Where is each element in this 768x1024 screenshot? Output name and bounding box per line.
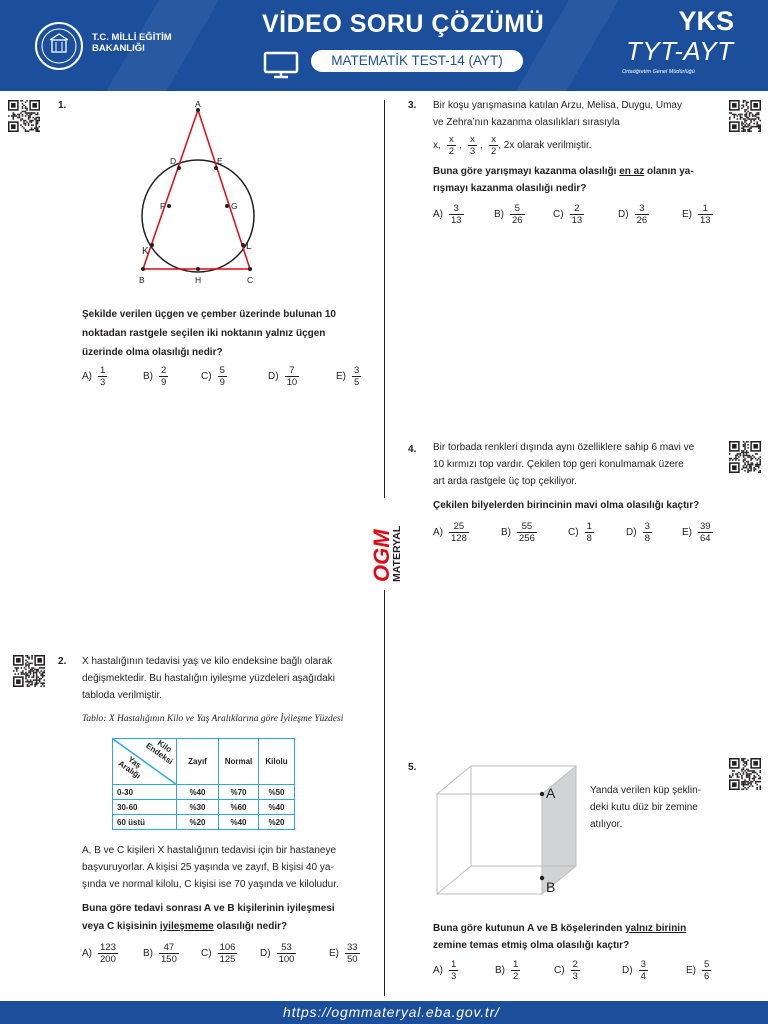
fraction-numerator: 25 (453, 521, 465, 532)
fraction-numerator: 2 (574, 203, 580, 214)
separator: , (459, 140, 462, 151)
fraction-denominator: 100 (278, 954, 295, 965)
option-fraction (218, 942, 238, 965)
cube-figure (432, 762, 582, 898)
text-span: veya C kişisinin (82, 921, 160, 932)
text-line (433, 163, 716, 180)
option-letter: E) (682, 527, 692, 538)
option-fraction (698, 521, 713, 544)
option-letter: B) (501, 527, 511, 538)
table-cell: %40 (259, 800, 295, 815)
table-cell: %20 (259, 815, 295, 830)
column-divider (384, 100, 385, 498)
question-text (82, 653, 365, 704)
triangle-circle-figure (130, 98, 270, 293)
text-line: şında ve normal kilolu, C kişisi ise 70 yaşında ve kiloludur. (82, 879, 339, 890)
text-line: Buna göre tedavi sonrası A ve B kişilerinin iyileşmesi (82, 903, 335, 914)
fraction-numerator: 3 (453, 203, 459, 214)
ministry-line: T.C. MİLLİ EĞİTİM (92, 32, 172, 43)
fraction-numerator: 2 (161, 365, 167, 376)
table-cell: %70 (219, 785, 259, 800)
text-line: A, B ve C kişileri X hastalığının tedavisi için bir hastaneye (82, 845, 337, 856)
fraction-numerator: 1 (513, 959, 519, 970)
qr-code-q5[interactable] (729, 758, 761, 790)
table-header-row (113, 739, 295, 785)
option-fraction (449, 203, 464, 226)
exam-name: YKS (678, 6, 734, 36)
point-label-a: A (195, 99, 201, 109)
option-letter: E) (686, 965, 696, 976)
option-fraction (449, 959, 458, 982)
fraction-numerator: 47 (163, 942, 175, 953)
option-b[interactable] (495, 959, 520, 982)
option-b[interactable] (143, 365, 168, 388)
option-fraction (517, 521, 537, 544)
fraction-denominator: 2 (448, 146, 455, 157)
option-a[interactable] (82, 942, 118, 965)
table-cell: %40 (177, 785, 219, 800)
option-fraction (702, 959, 711, 982)
fraction-numerator: 3 (644, 521, 650, 532)
fraction-denominator: 64 (700, 533, 711, 544)
option-e[interactable] (686, 959, 711, 982)
option-d[interactable] (626, 521, 652, 544)
fraction-denominator: 6 (704, 971, 710, 982)
option-letter: A) (433, 527, 443, 538)
ogm-text: OGM (369, 529, 394, 582)
qr-code-q3[interactable] (729, 100, 761, 132)
fraction-denominator: 125 (219, 954, 236, 965)
fraction-denominator: 3 (451, 971, 457, 982)
option-d[interactable] (622, 959, 648, 982)
option-c[interactable] (568, 521, 594, 544)
option-fraction (585, 521, 594, 544)
exam-type: TYT-AYT (626, 36, 734, 66)
option-a[interactable] (433, 959, 458, 982)
text-span: olanın ya- (644, 166, 694, 177)
table-corner-cell (113, 739, 177, 785)
table-cell: %20 (177, 815, 219, 830)
column-divider (384, 590, 385, 996)
qr-code-q2[interactable] (13, 655, 45, 687)
text-line: atılıyor. (590, 819, 623, 830)
fraction-numerator: 3 (639, 203, 645, 214)
option-c[interactable] (554, 959, 580, 982)
option-fraction (345, 942, 360, 965)
monitor-icon (263, 51, 299, 84)
fraction-denominator: 150 (161, 954, 177, 965)
fraction-denominator: 2 (513, 971, 519, 982)
fraction-numerator: 53 (281, 942, 292, 953)
ministry-line: BAKANLIĞI (92, 43, 145, 54)
underlined-word: yalnız birinin (625, 923, 687, 934)
text-span: Buna göre kutunun A ve B köşelerinden (433, 923, 626, 934)
fraction-numerator: 3 (354, 365, 360, 376)
option-letter: B) (143, 948, 153, 959)
option-letter: E) (682, 209, 692, 220)
fraction-denominator: 3 (100, 377, 106, 388)
option-fraction (639, 959, 648, 982)
option-letter: D) (622, 965, 633, 976)
probability-list (433, 134, 592, 157)
option-letter: D) (626, 527, 637, 538)
option-d[interactable] (618, 203, 649, 226)
option-letter: B) (494, 209, 504, 220)
text-line: üzerinde olma olasılığı nedir? (82, 347, 223, 358)
column-header: Normal (219, 739, 259, 785)
text-line: noktadan rastgele seçilen iki noktanın yalnız üçgen (82, 328, 326, 339)
fraction-denominator: 256 (519, 533, 535, 544)
point-label-e: E (217, 156, 223, 166)
option-e[interactable] (329, 942, 360, 965)
option-letter: B) (143, 371, 153, 382)
qr-code-q1[interactable] (8, 100, 40, 132)
point-label-h: H (195, 275, 202, 285)
table-row (113, 785, 295, 800)
option-letter: C) (568, 527, 579, 538)
text-line: Bir torbada renkleri dışında aynı özelliklere sahip 6 mavi ve (433, 442, 695, 453)
footer-url-link[interactable]: https://ogmmateryal.eba.gov.tr/ (283, 1004, 500, 1020)
row-header: 60 üstü (113, 815, 177, 830)
fraction-numerator: 1 (702, 203, 708, 214)
yas-araligi-label: Yaş Aralığı (116, 754, 143, 781)
table-row (113, 800, 295, 815)
fraction-denominator: 9 (161, 377, 167, 388)
question-text (82, 842, 365, 893)
materyal-text: MATERYAL (391, 525, 403, 582)
option-a[interactable] (82, 365, 107, 388)
directorate-name: Ortaöğretim Genel Müdürlüğü (622, 69, 695, 75)
option-c[interactable] (201, 942, 237, 965)
question-number: 2. (58, 656, 67, 667)
question-number: 5. (408, 762, 417, 773)
text-line: Şekilde verilen üçgen ve çember üzerinde bulunan 10 (82, 309, 336, 320)
text-span: , 2x olarak verilmiştir. (498, 140, 592, 151)
question-text (433, 439, 716, 490)
table-cell: %50 (259, 785, 295, 800)
column-header: Zayıf (177, 739, 219, 785)
page-footer (0, 1001, 768, 1024)
table-cell: %40 (219, 815, 259, 830)
fraction-numerator: 1 (451, 959, 457, 970)
vertex-label-a: A (546, 785, 556, 801)
option-fraction (643, 521, 652, 544)
point-label-f: F (160, 201, 166, 211)
option-letter: A) (82, 371, 92, 382)
table-row (113, 815, 295, 830)
test-name-badge: MATEMATİK TEST-14 (AYT) (311, 50, 523, 72)
option-d[interactable] (268, 365, 299, 388)
fraction-numerator: 7 (289, 365, 295, 376)
option-letter: D) (268, 371, 279, 382)
point-label-g: G (231, 201, 238, 211)
option-letter: E) (336, 371, 346, 382)
qr-code-q4[interactable] (729, 441, 761, 473)
option-b[interactable] (494, 203, 525, 226)
option-letter: D) (260, 948, 271, 959)
option-letter: C) (201, 948, 212, 959)
question-text (82, 306, 365, 361)
question-number: 3. (408, 100, 417, 111)
fraction-numerator: 2 (572, 959, 578, 970)
option-e[interactable] (682, 521, 713, 544)
fraction-denominator: 26 (512, 215, 523, 226)
option-fraction (571, 959, 580, 982)
table-cell: %60 (219, 800, 259, 815)
fraction-denominator: 8 (586, 533, 592, 544)
fraction-numerator: 106 (219, 942, 236, 953)
option-fraction (570, 203, 585, 226)
option-letter: A) (433, 209, 443, 220)
fraction-denominator: 9 (219, 377, 225, 388)
underlined-word: iyileşmeme (159, 921, 214, 932)
option-e[interactable] (682, 203, 713, 226)
fraction-denominator: 13 (700, 215, 711, 226)
table-cell: %30 (177, 800, 219, 815)
point-label-b: B (139, 275, 145, 285)
option-b[interactable] (501, 521, 537, 544)
option-letter: D) (618, 209, 629, 220)
option-letter: C) (201, 371, 212, 382)
fraction-numerator: 5 (704, 959, 710, 970)
fraction-numerator: 55 (521, 521, 533, 532)
fraction-denominator: 2 (490, 146, 497, 157)
text-line (82, 918, 365, 936)
fraction-numerator: 1 (100, 365, 106, 376)
fraction-denominator: 3 (572, 971, 578, 982)
fraction-denominator: 50 (347, 954, 358, 965)
text-line: zemine temas etmiş olma olasılığı kaçtır? (433, 940, 630, 951)
text-line: rışmayı kazanma olasılığı nedir? (433, 183, 587, 194)
option-fraction (352, 365, 361, 388)
question-text (590, 782, 730, 833)
row-header: 30-60 (113, 800, 177, 815)
text-span: olasılığı nedir? (213, 921, 288, 932)
option-fraction (277, 942, 297, 965)
fraction-denominator: 5 (354, 377, 360, 388)
text-line: X hastalığının tedavisi yaş ve kilo endeksine bağlı olarak (82, 656, 333, 667)
row-header: 0-30 (113, 785, 177, 800)
option-letter: A) (433, 965, 443, 976)
option-fraction (159, 365, 168, 388)
probability-fraction (447, 134, 456, 157)
ministry-name (92, 32, 172, 54)
fraction-numerator: 33 (347, 942, 358, 953)
option-a[interactable] (433, 521, 469, 544)
ministry-logo (35, 22, 83, 70)
fraction-numerator: x (470, 134, 475, 145)
fraction-denominator: 13 (571, 215, 583, 226)
fraction-numerator: 5 (514, 203, 520, 214)
text-line: art arda rastgele üç top çekiliyor. (433, 476, 577, 487)
point-label-k: K (142, 246, 149, 257)
text-line: tabloda verilmiştir. (82, 690, 163, 701)
fraction-numerator: 5 (219, 365, 225, 376)
fraction-denominator: 8 (644, 533, 650, 544)
fraction-numerator: 39 (700, 521, 711, 532)
option-fraction (510, 203, 525, 226)
question-number: 1. (58, 100, 67, 111)
option-fraction (218, 365, 227, 388)
text-line: başvuruyorlar. A kişisi 25 yaşında ve zayıf, B kişisi 40 ya- (82, 862, 334, 873)
option-letter: B) (495, 965, 505, 976)
ogm-materyal-logo (366, 502, 406, 586)
text-line: deki kutu düz bir zemine (590, 802, 698, 813)
vertex-label-b: B (546, 879, 556, 895)
option-c[interactable] (553, 203, 584, 226)
option-fraction (698, 203, 713, 226)
question-prompt: Çekilen bilyelerden birincinin mavi olma olasılığı kaçtır? (433, 500, 700, 511)
fraction-denominator: 4 (640, 971, 646, 982)
text-line: değişmektedir. Bu hastalığın iyileşme yüzdeleri aşağıdaki (82, 673, 335, 684)
option-fraction (449, 521, 469, 544)
probability-fraction (489, 134, 498, 157)
option-letter: A) (82, 948, 92, 959)
page-title: VİDEO SORU ÇÖZÜMÜ (262, 10, 545, 38)
fraction-numerator: x (449, 134, 454, 145)
question-prompt (82, 900, 365, 936)
table-caption: Tablo: X Hastalığının Kilo ve Yaş Aralıklarına göre İyileşme Yüzdesi (82, 714, 344, 724)
point-label-c: C (247, 275, 254, 285)
option-a[interactable] (433, 203, 464, 226)
option-c[interactable] (201, 365, 227, 388)
recovery-table (112, 738, 295, 830)
point-label-d: D (170, 156, 177, 166)
option-fraction (98, 942, 118, 965)
fraction-numerator: 3 (640, 959, 646, 970)
fraction-denominator: 128 (451, 533, 467, 544)
page-header (0, 0, 768, 91)
fraction-numerator: 1 (586, 521, 592, 532)
separator: , (480, 140, 483, 151)
text-line: ve Zehra’nın kazanma olasılıkları sırasıyla (433, 117, 620, 128)
option-letter: C) (553, 209, 564, 220)
text-line: Bir koşu yarışmasına katılan Arzu, Melisa, Duygu, Umay (433, 100, 682, 111)
option-fraction (511, 959, 520, 982)
fraction-numerator: 123 (100, 942, 116, 953)
probability-x: x, (433, 140, 441, 151)
option-e[interactable] (336, 365, 361, 388)
option-fraction (285, 365, 300, 388)
option-b[interactable] (143, 942, 179, 965)
question-prompt (433, 920, 723, 954)
text-span: Buna göre yarışmayı kazanma olasılığı (433, 166, 620, 177)
text-line (433, 920, 723, 937)
fraction-numerator: x (491, 134, 496, 145)
text-line: Yanda verilen küp şeklin- (590, 785, 701, 796)
question-number: 4. (408, 444, 417, 455)
question-text (433, 97, 716, 131)
kilo-endeksi-label: Kilo Endeksi (144, 738, 175, 767)
option-fraction (159, 942, 179, 965)
text-line: 10 kırmızı top vardır. Çekilen top geri konulmamak üzere (433, 459, 684, 470)
option-d[interactable] (260, 942, 296, 965)
fraction-denominator: 13 (451, 215, 462, 226)
fraction-denominator: 26 (636, 215, 648, 226)
fraction-denominator: 200 (100, 954, 116, 965)
question-prompt (433, 163, 716, 197)
probability-fraction (468, 134, 477, 157)
point-label-l: L (246, 241, 252, 252)
column-header: Kilolu (259, 739, 295, 785)
option-letter: E) (329, 948, 339, 959)
option-fraction (635, 203, 650, 226)
fraction-denominator: 3 (469, 146, 476, 157)
fraction-denominator: 10 (286, 377, 298, 388)
option-fraction (98, 365, 107, 388)
underlined-word: en az (619, 166, 645, 177)
option-letter: C) (554, 965, 565, 976)
